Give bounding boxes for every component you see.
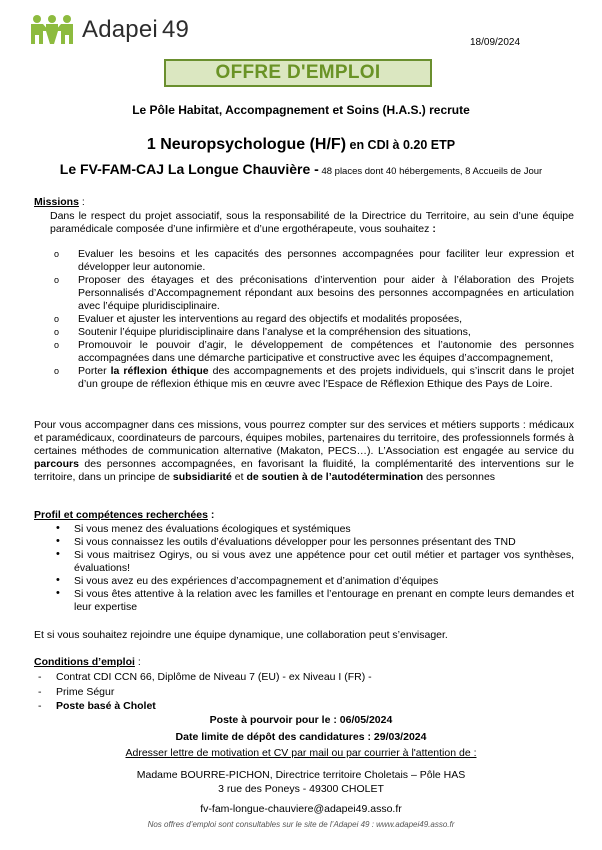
list-item-bold: la réflexion éthique [110, 365, 209, 377]
support-paragraph [34, 419, 574, 484]
site-name: Le FV-FAM-CAJ La Longue Chauvière - [59, 161, 319, 177]
missions-intro [34, 210, 574, 236]
bullet-icon: • [56, 574, 60, 586]
list-item [34, 339, 574, 365]
bullet-icon: • [56, 587, 60, 599]
dash-bullet-icon: - [38, 700, 42, 712]
logo-wordmark [82, 16, 189, 44]
contact-email[interactable]: fv-fam-longue-chauviere@adapei49.asso.fr [200, 803, 402, 815]
deadline: Date limite de dépôt des candidatures : 29/03/2024 [175, 731, 427, 743]
support-bold: subsidiarité [172, 471, 232, 483]
logo-number: 49 [161, 16, 190, 43]
list-item-text: Si vous avez eu des expériences d’accompagnement et d’animation d’équipes [74, 575, 439, 587]
list-item [34, 326, 574, 339]
list-item-text: Poste basé à Cholet [56, 700, 156, 712]
list-item [34, 365, 574, 391]
list-item [34, 670, 574, 685]
people-logo-icon [30, 14, 74, 46]
list-item-text: Porter [78, 365, 111, 377]
site-details: 48 places dont 40 hébergements, 8 Accueils de Jour [318, 166, 543, 177]
conditions-heading-suffix: : [134, 656, 141, 668]
support-text: des personnes accompagnées, en favorisant la fluidité, la complémentarité des interventions sur le territoire, dans un principe de [34, 458, 574, 483]
footer-note: Nos offres d’emploi sont consultables sur le site de l’Adapei 49 : www.adapei49.asso.fr [147, 820, 455, 829]
missions-intro-text: Dans le respect du projet associatif, sous la responsabilité de la Directrice du Territoire, au sein d’une équipe paramédicale composée d’une infirmière et d’une ergothérapeute, vous souhaitez [50, 210, 574, 235]
list-item [34, 536, 574, 549]
missions-list [34, 248, 574, 391]
recipient: Madame BOURRE-PICHON, Directrice territoire Choletais – Pôle HAS [136, 769, 466, 781]
support-text: Pour vous accompagner dans ces missions, vous pourrez compter sur des services et métiers supports : médicaux et paramédicaux, coordinateurs de parcours, équipes mobiles, partenaires du territoire, des professionnels formés à certaines méthodes de communication alternative (Makaton, PECS…). L’Association est engagée au service du [34, 419, 574, 457]
site-line [0, 161, 602, 177]
profile-heading-suffix: : [207, 509, 215, 521]
list-item [34, 575, 574, 588]
profile-heading-line [34, 509, 214, 521]
list-item-text: Si vous maitrisez Ogirys, ou si vous avez une appétence pour cet outil métier et partager vos synthèses, évaluations! [74, 549, 574, 574]
bullet-icon: • [56, 548, 60, 560]
circle-bullet-icon: o [54, 366, 60, 376]
list-item-text: Si vous menez des évaluations écologiques et systémiques [74, 523, 351, 535]
start-date: Poste à pourvoir pour le : 06/05/2024 [209, 714, 393, 726]
job-line [0, 136, 602, 154]
circle-bullet-icon: o [54, 275, 60, 285]
list-item [34, 588, 574, 614]
list-item [34, 549, 574, 575]
offer-title-box [164, 59, 432, 87]
support-bold: de soutien à de l’autodétermination [246, 471, 424, 483]
list-item-text: Proposer des étayages et des préconisations d’intervention pour aider à l’élaboration des Projets Personnalisés d’Accompagnement répondant aux besoins des personnes accompagnées en articulation avec l’équipe pluridisciplinaire. [78, 274, 574, 312]
conditions-heading-line [34, 656, 141, 668]
circle-bullet-icon: o [54, 327, 60, 337]
circle-bullet-icon: o [54, 314, 60, 324]
dash-bullet-icon: - [38, 671, 42, 683]
profile-heading: Profil et compétences recherchées [34, 509, 208, 521]
missions-heading-suffix: : [78, 196, 85, 208]
circle-bullet-icon: o [54, 249, 60, 259]
list-item-text: Evaluer et ajuster les interventions au regard des objectifs et modalités proposées, [78, 313, 463, 325]
recruiting-pole: Le Pôle Habitat, Accompagnement et Soins (H.A.S.) recrute [132, 103, 470, 117]
list-item [34, 313, 574, 326]
adapei-logo [30, 10, 189, 50]
list-item [34, 248, 574, 274]
contract-type: en CDI à 0.20 ETP [346, 138, 456, 152]
conditions-heading: Conditions d’emploi [34, 656, 135, 668]
list-item-text: Promouvoir le pouvoir d’agir, le développement de compétences et l’autonomie des personnes accompagnées dans une démarche participative et constructive avec les équipes d’accompagnement, [78, 339, 574, 364]
profile-list [34, 523, 574, 614]
address-intro: Adresser lettre de motivation et CV par mail ou par courrier à l'attention de : [125, 747, 477, 759]
list-item-text: Evaluer les besoins et les capacités des personnes accompagnées pour faciliter leur expression et développer leur autonomie. [78, 248, 574, 273]
bullet-icon: • [56, 535, 60, 547]
list-item [34, 274, 574, 313]
dash-bullet-icon: - [38, 685, 42, 698]
missions-heading: Missions [34, 196, 79, 208]
list-item [34, 523, 574, 536]
support-bold: parcours [34, 458, 79, 470]
conditions-list [34, 670, 574, 714]
list-item-text: Si vous êtes attentive à la relation avec les familles et l’entourage en prenant en compte leurs demandes et leur expertise [74, 588, 574, 613]
circle-bullet-icon: o [54, 340, 60, 350]
job-title: 1 Neuropsychologue (H/F) [146, 136, 347, 153]
list-item [34, 699, 574, 714]
missions-heading-line [34, 196, 85, 208]
list-item-text: Prime Ségur [56, 685, 115, 698]
list-item-text: Soutenir l’équipe pluridisciplinaire dans l’analyse et la compréhension des situations, [78, 326, 471, 338]
list-item-text: Si vous connaissez les outils d’évaluations développer pour les personnes présentant des TND [74, 536, 516, 548]
support-text: et [231, 471, 247, 483]
offer-title: OFFRE D'EMPLOI [215, 62, 381, 83]
list-item [34, 685, 574, 700]
logo-name: Adapei [82, 16, 158, 43]
missions-intro-end: : [429, 223, 436, 235]
list-item-text: Contrat CDI CCN 66, Diplôme de Niveau 7 (EU) - ex Niveau I (FR) - [56, 671, 372, 683]
profile-closing: Et si vous souhaitez rejoindre une équipe dynamique, une collaboration peut s’envisager. [34, 629, 448, 641]
postal-address: 3 rue des Poneys - 49300 CHOLET [218, 783, 384, 795]
bullet-icon: • [56, 522, 60, 534]
support-text: des personnes [423, 471, 496, 483]
list-item-text: des accompagnements et des projets individuels, qui s’inscrit dans le projet d’un groupe de réflexion éthique mis en œuvre avec l’Espace de Réflexion Ethique des Pays de Loire. [78, 365, 574, 390]
document-date: 18/09/2024 [470, 37, 521, 48]
